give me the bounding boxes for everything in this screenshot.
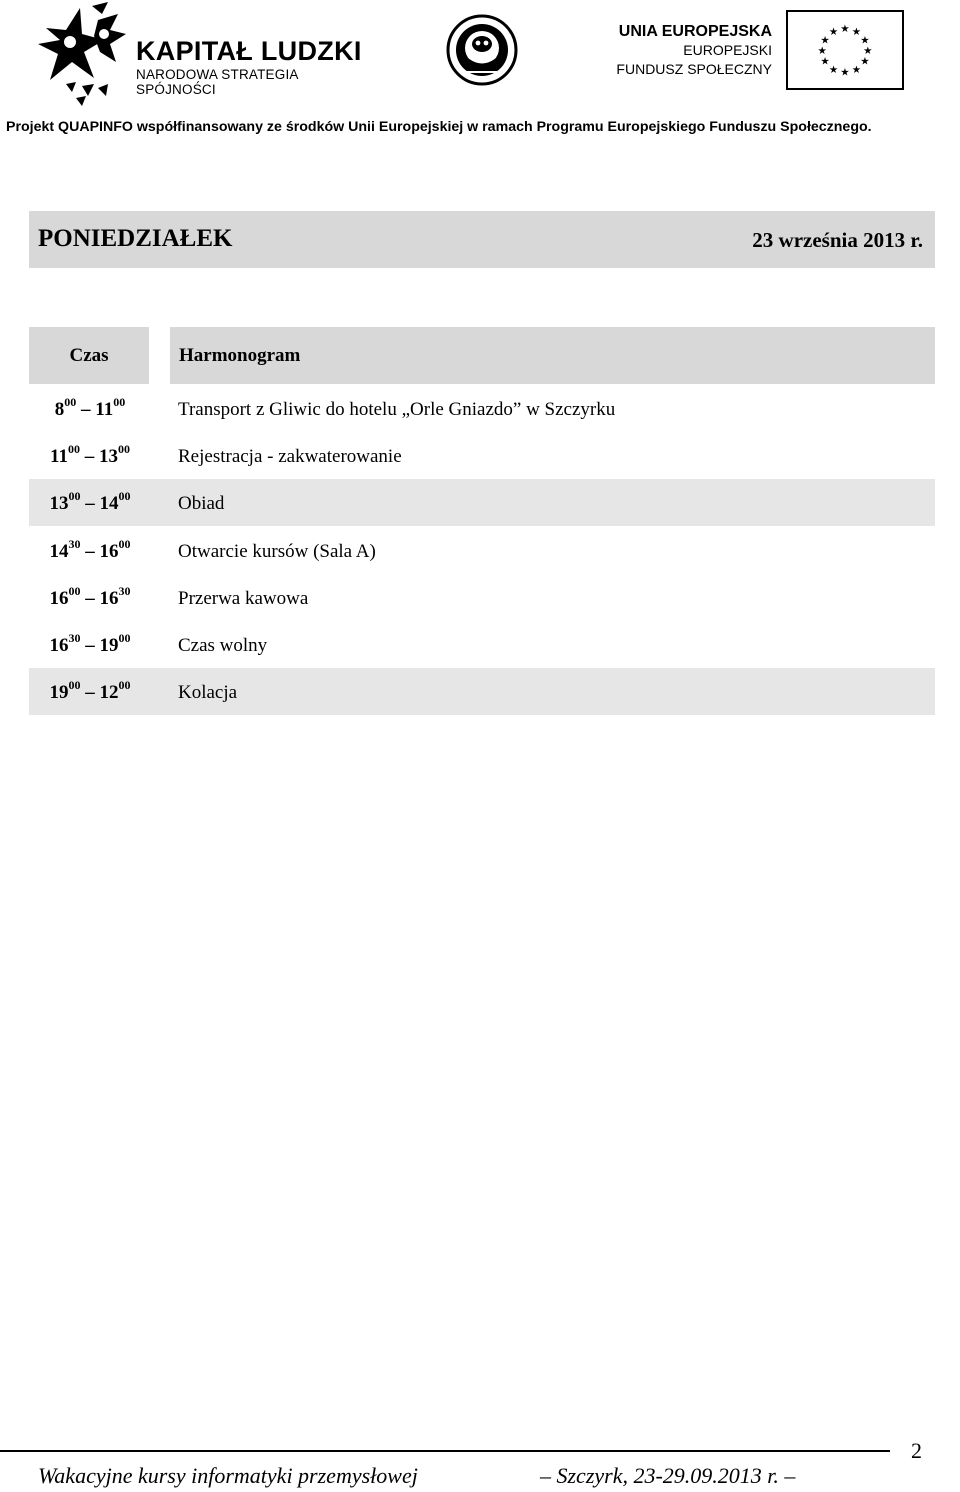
kapital-ludzki-title: KAPITAŁ LUDZKI: [136, 36, 362, 66]
svg-text:★: ★: [840, 22, 850, 35]
footer-divider: [0, 1450, 890, 1452]
svg-text:★: ★: [828, 25, 839, 38]
svg-text:★: ★: [860, 55, 870, 68]
footer-course-name: Wakacyjne kursy informatyki przemysłowej: [38, 1463, 418, 1488]
svg-text:★: ★: [851, 25, 862, 38]
time-range: $14^{30} - 16^{00}$: [49, 537, 131, 562]
svg-text:★: ★: [820, 34, 830, 47]
column-header-program-label: Harmonogram: [179, 345, 301, 366]
eu-logo-line1: UNIA EUROPEJSKA: [618, 23, 772, 40]
svg-text:★: ★: [860, 34, 870, 47]
time-range: $8^{00} - 11^{00}$: [54, 395, 126, 420]
footer-location-dates: – Szczyrk, 23-29.09.2013 r. –: [540, 1463, 796, 1488]
table-row: [29, 621, 935, 668]
activity: Przerwa kawowa: [178, 588, 309, 609]
activity: Kolacja: [178, 682, 238, 703]
eu-logo-line2: EUROPEJSKI: [683, 42, 772, 58]
table-row: [29, 527, 935, 574]
day-header: [29, 211, 935, 268]
svg-text:★: ★: [840, 66, 850, 79]
activity: Czas wolny: [178, 635, 268, 656]
svg-text:★: ★: [828, 63, 839, 76]
activity: Obiad: [178, 493, 225, 514]
project-funding-line: Projekt QUAPINFO współfinansowany ze środków Unii Europejskiej w ramach Programu Europejskiego Funduszu Społecznego.: [6, 119, 872, 135]
day-name: PONIEDZIAŁEK: [38, 225, 233, 252]
table-row: [29, 574, 935, 621]
eu-flag-icon: [786, 10, 904, 90]
column-header-time-label: Czas: [69, 345, 109, 366]
time-range: $11^{00} - 13^{00}$: [50, 442, 130, 467]
svg-text:★: ★: [817, 44, 827, 57]
activity: Transport z Gliwic do hotelu „Orle Gniazdo” w Szczyrku: [178, 399, 616, 420]
page-number: 2: [911, 1438, 922, 1463]
table-row: [29, 668, 935, 715]
table-row: [29, 479, 935, 526]
svg-text:★: ★: [851, 63, 862, 76]
column-header-time: [29, 327, 149, 384]
time-range: $13^{00} - 14^{00}$: [49, 489, 131, 514]
kapital-ludzki-logo: [36, 0, 376, 108]
table-row: [29, 432, 935, 479]
eu-logo-line3: FUNDUSZ SPOŁECZNY: [616, 61, 772, 77]
day-date: 23 września 2013 r.: [752, 228, 923, 252]
activity: Otwarcie kursów (Sala A): [178, 541, 376, 562]
organization-seal-icon: [446, 14, 518, 86]
time-range: $16^{00} - 16^{30}$: [49, 584, 131, 609]
time-range: $16^{30} - 19^{00}$: [49, 631, 131, 656]
table-row: [29, 385, 935, 432]
time-range: $19^{00} - 12^{00}$: [49, 678, 131, 703]
svg-text:★: ★: [863, 44, 873, 57]
svg-text:★: ★: [820, 55, 830, 68]
activity: Rejestracja - zakwaterowanie: [178, 446, 402, 467]
kapital-ludzki-star-icon: [36, 0, 128, 108]
eu-logo: [612, 10, 904, 92]
eu-logo-text: [616, 22, 772, 79]
kapital-ludzki-subtitle: NARODOWA STRATEGIA SPÓJNOŚCI: [136, 67, 298, 97]
column-header-program: [170, 327, 935, 384]
